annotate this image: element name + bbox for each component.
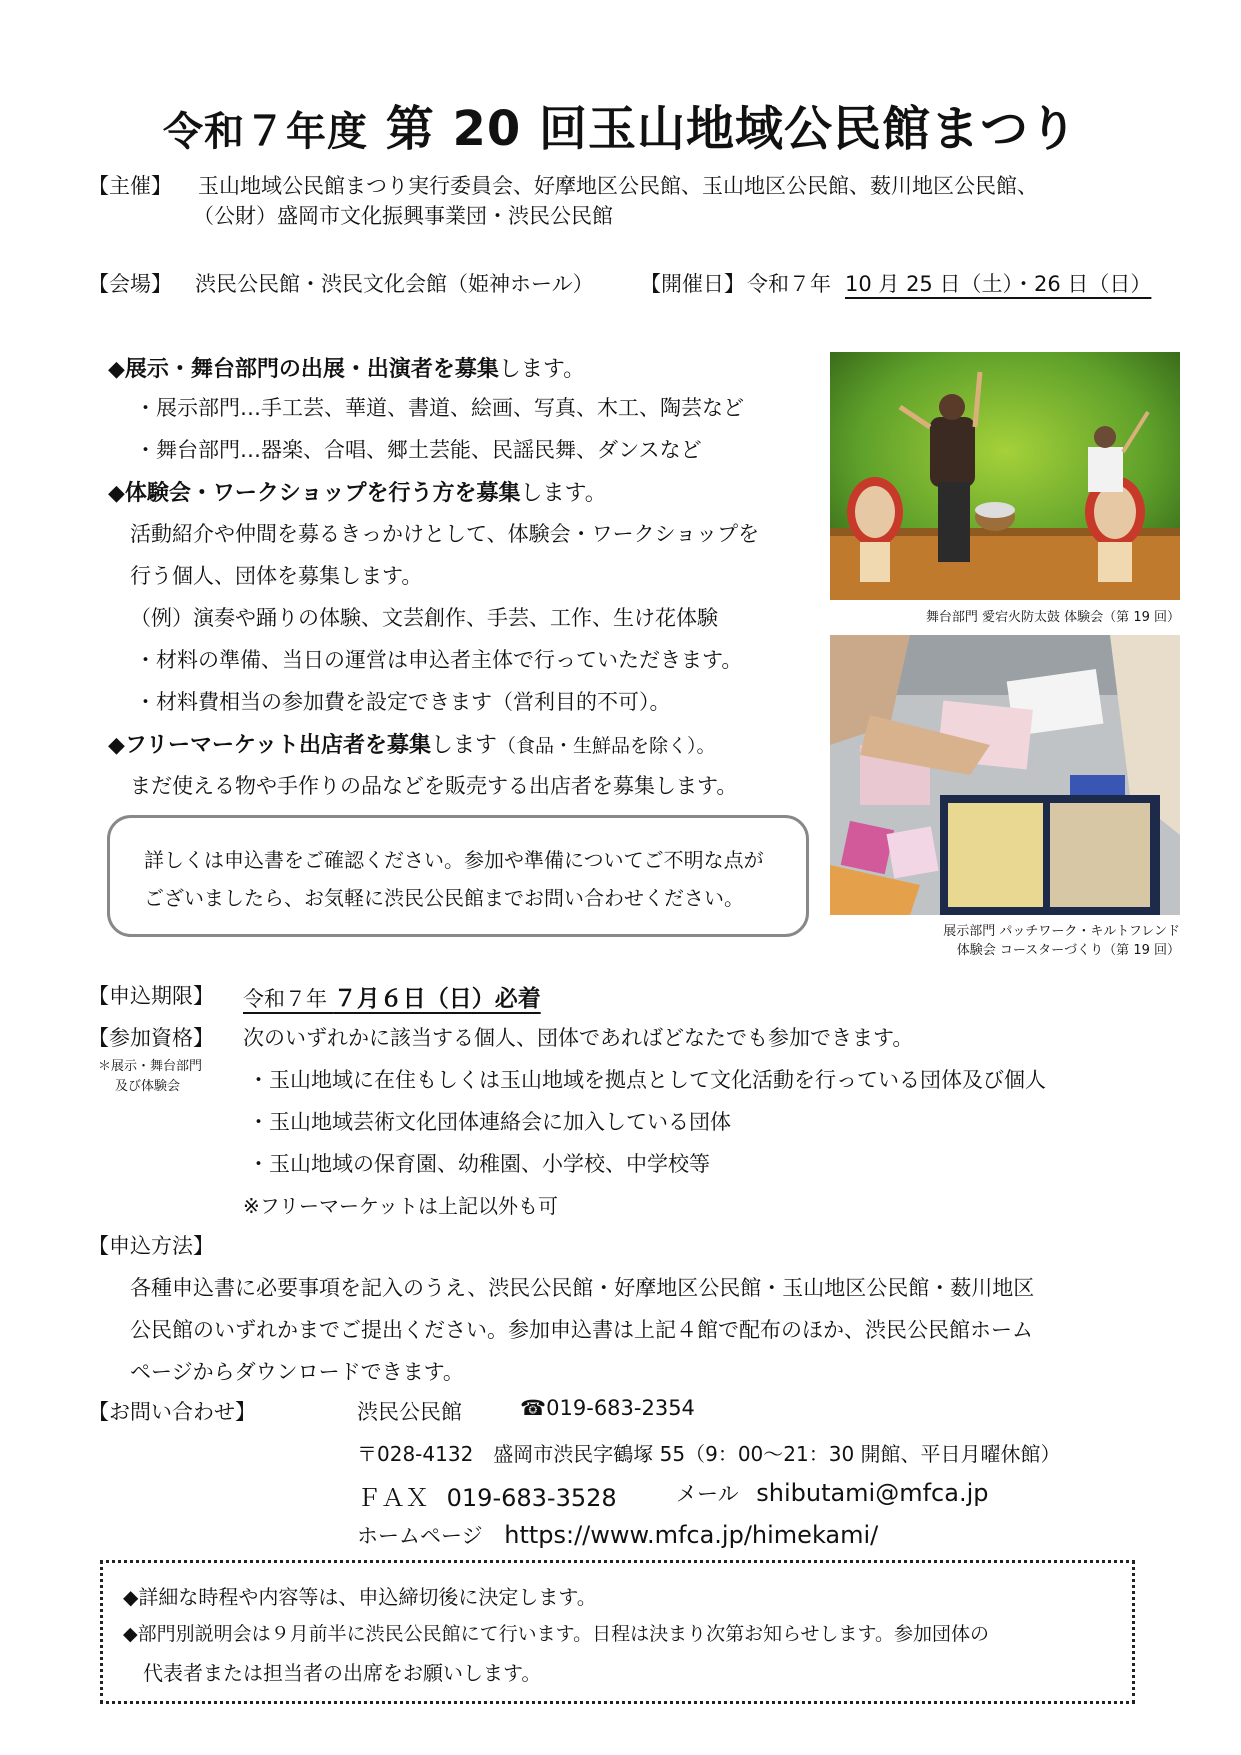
contact-address: 〒028-4132 盛岡市渋民字鶴塚 55（9：00～21：30 開館、平日月曜休館） [357,1442,1061,1466]
eligibility-label: 【参加資格】 [88,1026,214,1050]
exhibit-photo-caption2: 体験会 コースターづくり（第 19 回） [956,943,1180,958]
exhibit-photo-caption1: 展示部門 パッチワーク・キルトフレンド [943,924,1180,939]
title-main: 第 20 回玉山地域公民館まつり [385,101,1078,157]
eligibility-item: ・玉山地域に在住もしくは玉山地域を拠点として文化活動を行っている団体及び個人 [248,1068,1046,1092]
contact-mail-row [676,1478,989,1508]
method-label: 【申込方法】 [88,1234,214,1258]
notice-line1: 詳しくは申込書をご確認ください。参加や準備についてご不明な点が [144,848,764,872]
eligibility-note: ※フリーマーケットは上記以外も可 [243,1194,558,1218]
recruit-heading-exhibit-bold: ◆展示・舞台部門の出展・出演者を募集 [108,357,499,382]
exhibit-category-item: ・展示部門…手工芸、華道、書道、絵画、写真、木工、陶芸など [135,396,744,420]
page-title [0,90,1241,159]
contact-label: 【お問い合わせ】 [88,1400,256,1424]
flea-market-line: まだ使える物や手作りの品などを販売する出店者を募集します。 [130,774,738,798]
footer-line2: ◆部門別説明会は９月前半に渋民公民館にて行います。日程は決まり次第お知らせします。参加団体の [123,1623,990,1645]
event-date-value: 10 月 25 日（土）・26 日（日） [845,272,1152,296]
recruit-heading-exhibit-rest: します。 [498,357,586,382]
fax-label: ＦＡＸ [357,1484,429,1512]
homepage-link[interactable]: https://www.mfca.jp/himekami/ [504,1521,879,1549]
notice-box [107,815,809,937]
eligibility-sub-label1: ＊展示・舞台部門 [98,1059,203,1074]
deadline-date: ７月６日（日）必着 [333,986,541,1012]
event-date-prefix: 令和７年 [747,272,831,296]
workshop-note: ・材料の準備、当日の運営は申込者主体で行っていただきます。 [135,648,743,672]
mail-link[interactable]: shibutami@mfca.jp [756,1479,989,1507]
notice-line2: ございましたら、お気軽に渋民公民館までお問い合わせください。 [144,886,744,910]
footer-line3: 代表者または担当者の出席をお願いします。 [143,1661,542,1685]
eligibility-item: ・玉山地域の保育園、幼稚園、小学校、中学校等 [248,1152,710,1176]
stage-taiko-photo [830,352,1180,600]
contact-hp-row [357,1520,878,1550]
organizer-line2: （公財）盛岡市文化振興事業団・渋民公民館 [193,204,613,228]
contact-fax-row [357,1478,617,1513]
hp-label: ホームページ [357,1524,483,1548]
workshop-example: （例）演奏や踊りの体験、文芸創作、手芸、工作、生け花体験 [130,606,718,630]
recruit-heading-flea-bold: ◆フリーマーケット出店者を募集 [108,733,431,758]
deadline-value [243,980,541,1013]
eligibility-sub-label2: 及び体験会 [115,1079,181,1094]
footer-line1: ◆詳細な時程や内容等は、申込締切後に決定します。 [123,1585,597,1609]
workshop-line: 活動紹介や仲間を募るきっかけとして、体験会・ワークショップを [130,522,760,546]
method-line: 公民館のいずれかまでご提出ください。参加申込書は上記４館で配布のほか、渋民公民館ホーム [130,1318,1033,1342]
fax-number: 019-683-3528 [446,1484,617,1512]
event-date-label: 【開催日】 [640,272,745,296]
eligibility-item: ・玉山地域芸術文化団体連絡会に加入している団体 [248,1110,731,1134]
deadline-prefix: 令和７年 [243,987,327,1011]
method-line: 各種申込書に必要事項を記入のうえ、渋民公民館・好摩地区公民館・玉山地区公民館・薮川地区 [130,1276,1035,1300]
contact-name: 渋民公民館 [357,1400,462,1424]
recruit-heading-exhibit [108,352,585,383]
eligibility-intro: 次のいずれかに該当する個人、団体であればどなたでも参加できます。 [243,1026,914,1050]
recruit-heading-flea-rest: します [430,733,497,758]
organizer-line1: 玉山地域公民館まつり実行委員会、好摩地区公民館、玉山地区公民館、薮川地区公民館、 [198,174,1038,198]
contact-tel: ☎019-683-2354 [520,1396,695,1420]
recruit-heading-workshop-rest: します。 [520,481,607,506]
venue-label: 【会場】 [88,272,172,296]
recruit-heading-workshop-bold: ◆体験会・ワークショップを行う方を募集 [108,481,521,506]
stage-category-item: ・舞台部門…器楽、合唱、郷土芸能、民謡民舞、ダンスなど [135,438,702,462]
venue-value: 渋民公民館・渋民文化会館（姫神ホール） [195,272,594,296]
organizer-label: 【主催】 [88,174,172,198]
taiko-illustration [830,352,1180,600]
patchwork-illustration [830,635,1180,915]
recruit-heading-flea [108,728,715,759]
footer-notice-box [100,1560,1135,1704]
deadline-label: 【申込期限】 [88,984,214,1008]
recruit-heading-workshop [108,476,607,507]
recruit-heading-flea-note: （食品・生鮮品を除く）。 [496,735,716,757]
stage-photo-caption: 舞台部門 愛宕火防太鼓 体験会（第 19 回） [925,610,1180,625]
patchwork-photo [830,635,1180,915]
title-prefix: 令和７年度 [163,109,369,155]
workshop-line: 行う個人、団体を募集します。 [130,564,423,588]
workshop-note: ・材料費相当の参加費を設定できます（営利目的不可）。 [135,690,671,714]
mail-label: メール [676,1482,739,1506]
method-line: ページからダウンロードできます。 [130,1360,464,1384]
